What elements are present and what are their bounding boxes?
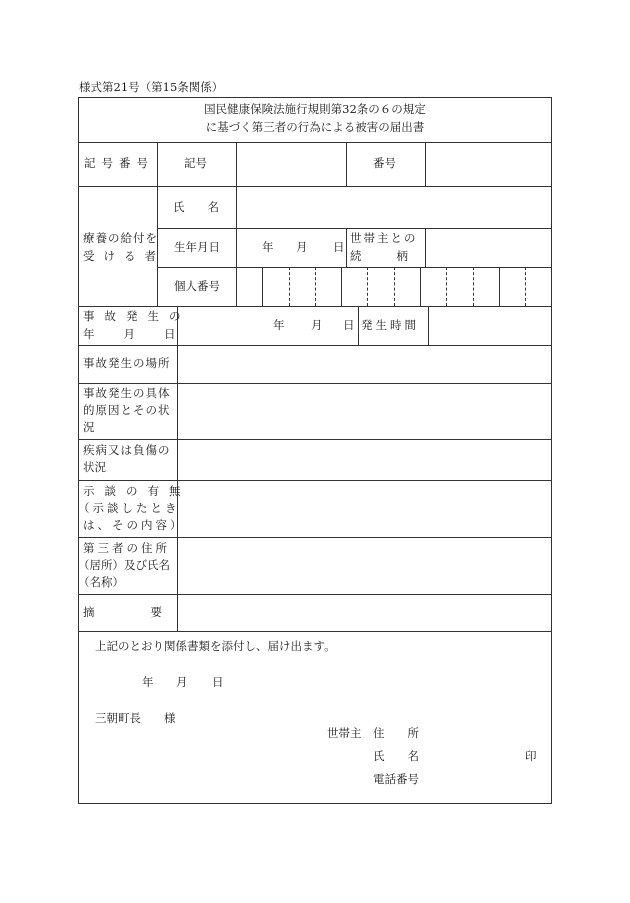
col-divider bbox=[358, 306, 359, 345]
accident-date-label-line2: 年 月 日 bbox=[83, 327, 178, 341]
name-label: 氏 名 bbox=[173, 200, 219, 214]
submission-date-month: 月 bbox=[176, 675, 188, 689]
col-divider bbox=[346, 228, 347, 267]
row-divider bbox=[78, 631, 552, 632]
accident-date-day: 日 bbox=[343, 318, 355, 332]
relation-label-line1: 世帯主との bbox=[350, 231, 418, 245]
third-party-label-line2: （居所）及び氏名 bbox=[78, 558, 170, 572]
accident-cause-label-line2: 的原因とその状 bbox=[83, 403, 171, 417]
householder-address-label: 住 所 bbox=[373, 726, 419, 740]
kigou-field[interactable] bbox=[237, 143, 345, 185]
col-divider bbox=[157, 186, 158, 306]
accident-place-field[interactable] bbox=[178, 346, 551, 382]
injury-field[interactable] bbox=[178, 440, 551, 479]
birthdate-year: 年 bbox=[262, 240, 274, 254]
record-number-label bbox=[84, 158, 152, 170]
injury-label-line1: 疾病又は負傷の bbox=[83, 443, 171, 457]
col-divider bbox=[346, 142, 347, 186]
declaration-statement: 上記のとおり関係書類を添付し、届け出ます。 bbox=[95, 639, 336, 653]
form-number: 様式第21号（第15条関係） bbox=[79, 80, 224, 94]
col-divider bbox=[157, 142, 158, 186]
name-field[interactable] bbox=[237, 187, 551, 227]
addressee: 三朝町長 様 bbox=[95, 711, 176, 725]
third-party-field[interactable] bbox=[178, 538, 551, 593]
householder-name-label: 氏 名 bbox=[373, 749, 419, 763]
form-title bbox=[79, 98, 551, 142]
submission-date-year: 年 bbox=[142, 675, 154, 689]
phone-label: 電話番号 bbox=[373, 772, 419, 786]
mynumber-label: 個人番号 bbox=[174, 279, 220, 293]
accident-cause-field[interactable] bbox=[178, 384, 551, 438]
householder-name-field[interactable] bbox=[425, 745, 520, 767]
settlement-field[interactable] bbox=[178, 481, 551, 536]
settlement-label-line3: は、その内容） bbox=[83, 518, 185, 532]
phone-field[interactable] bbox=[425, 768, 545, 790]
accident-place-label: 事故発生の場所 bbox=[83, 356, 171, 370]
third-party-label-line3: （名称） bbox=[78, 575, 124, 589]
summary-label: 摘 要 bbox=[83, 605, 164, 619]
householder-address-field[interactable] bbox=[425, 722, 545, 744]
third-party-label-line1: 第三者の住所 bbox=[83, 541, 170, 555]
accident-date-label-line1: 事故発生の bbox=[83, 309, 191, 323]
relation-label-line2: 続 柄 bbox=[350, 249, 412, 263]
accident-date-month: 月 bbox=[311, 318, 323, 332]
accident-date-year: 年 bbox=[273, 318, 285, 332]
accident-time-field[interactable] bbox=[429, 307, 551, 344]
recipient-group-label-line2: 受ける者 bbox=[83, 249, 165, 263]
birthdate-month: 月 bbox=[296, 240, 308, 254]
submission-date-field[interactable] bbox=[110, 670, 230, 694]
settlement-label-line1: 示談の有無 bbox=[83, 484, 191, 498]
form-title-line2: に基づく第三者の行為による被害の届出書 bbox=[205, 120, 425, 134]
injury-label-line2: 状況 bbox=[83, 460, 106, 474]
birthdate-day: 日 bbox=[333, 240, 345, 254]
kigou-label: 記号 bbox=[184, 156, 207, 170]
relation-field[interactable] bbox=[426, 229, 551, 266]
accident-cause-label-line1: 事故発生の具体 bbox=[83, 386, 171, 400]
record-number-label-text: 記号番号 bbox=[84, 156, 154, 170]
bangou-label: 番号 bbox=[373, 156, 396, 170]
bangou-field[interactable] bbox=[426, 143, 551, 185]
summary-field[interactable] bbox=[178, 595, 551, 630]
birthdate-label: 生年月日 bbox=[174, 240, 220, 254]
recipient-group-label-line1: 療養の給付を bbox=[83, 231, 158, 245]
accident-cause-label-line3: 況 bbox=[83, 420, 95, 434]
seal-mark: 印 bbox=[525, 749, 537, 763]
accident-time-label: 発生時間 bbox=[361, 318, 419, 332]
settlement-label-line2: （示談したとき bbox=[78, 501, 180, 515]
submission-date-day: 日 bbox=[212, 675, 224, 689]
form-title-line1: 国民健康保険法施行規則第32条の６の規定 bbox=[204, 102, 426, 116]
householder-label: 世帯主 bbox=[327, 726, 362, 740]
mynumber-field[interactable] bbox=[237, 268, 551, 305]
